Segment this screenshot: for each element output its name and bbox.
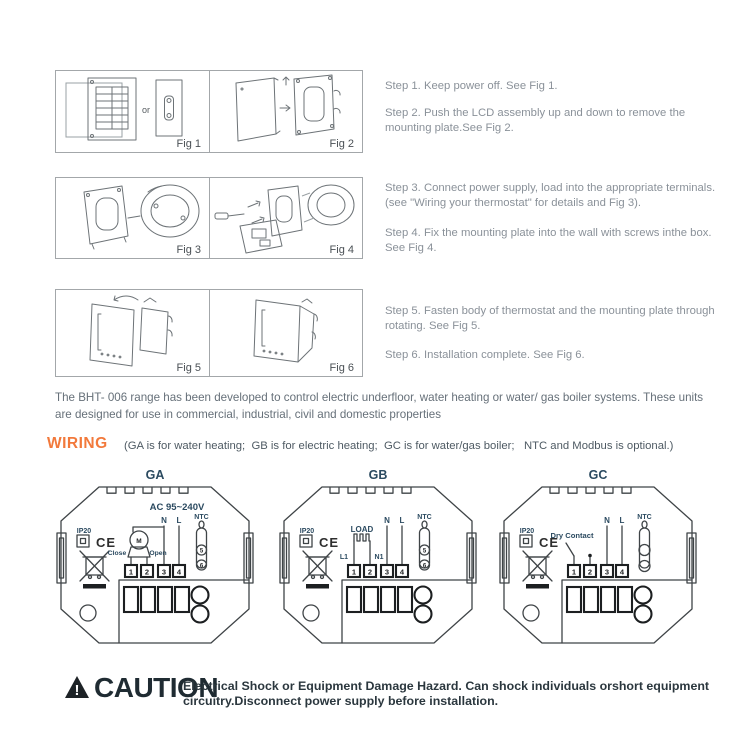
top-notches — [330, 488, 411, 494]
gc-schematic — [498, 483, 698, 649]
fig1-label: Fig 1 — [176, 138, 201, 150]
step-1-text: Step 1. Keep power off. See Fig 1. — [385, 80, 558, 92]
ip20-label: IP20 — [519, 528, 535, 535]
figure-row-3 — [55, 289, 363, 377]
motor-icon — [128, 527, 167, 565]
wiring-diagram-gb — [278, 468, 478, 654]
ntc-probe-icon — [417, 514, 431, 570]
power-rating-label: AC 95~240V — [149, 502, 205, 513]
or-label: or — [141, 105, 151, 115]
svg-text:2: 2 — [367, 567, 373, 577]
svg-text:M: M — [136, 538, 142, 545]
gb-schematic — [278, 483, 478, 649]
close-label: Close — [107, 550, 127, 557]
fig3-label: Fig 3 — [176, 244, 201, 256]
terminal-block — [125, 565, 185, 577]
wiring-section-note: (GA is for water heating; GB is for electric heating; GC is for water/gas boiler; NTC and Modbus is optional.) — [124, 440, 674, 452]
svg-text:5: 5 — [199, 548, 204, 555]
figure-cell-4 — [209, 178, 362, 258]
diagram-title-gc: GC — [588, 468, 608, 482]
svg-text:4: 4 — [619, 567, 625, 577]
svg-text:2: 2 — [144, 567, 150, 577]
svg-text:3: 3 — [161, 567, 167, 577]
screw-icon — [248, 201, 260, 207]
load-element-icon — [354, 534, 370, 565]
wiring-diagram-gc — [498, 468, 698, 654]
fig4-label: Fig 4 — [329, 244, 354, 256]
wire-entry-block — [124, 587, 209, 623]
figure-row-1 — [55, 70, 363, 153]
step-5-text: Step 5. Fasten body of thermostat and the mounting plate through rotating. See Fig 5. — [385, 305, 715, 333]
figure-cell-3 — [56, 178, 209, 258]
l-label: L — [176, 516, 182, 525]
push-arrow-icon — [283, 77, 289, 85]
ip20-label: IP20 — [299, 528, 315, 535]
top-notches — [550, 488, 631, 494]
screw-hole — [303, 605, 319, 621]
warning-triangle-icon — [64, 674, 90, 700]
fig6-label: Fig 6 — [329, 362, 354, 374]
load-label: LOAD — [350, 525, 374, 534]
wire-entry-block — [347, 587, 432, 623]
caution-label: CAUTION — [94, 672, 219, 703]
figure-cell-1 — [56, 71, 209, 152]
ntc-label: NTC — [637, 514, 652, 521]
svg-text:4: 4 — [399, 567, 405, 577]
svg-text:2: 2 — [587, 567, 593, 577]
weee-icon — [303, 551, 332, 589]
ip20-label: IP20 — [76, 528, 92, 535]
intro-paragraph: The BHT- 006 range has been developed to control electric underfloor, water heating or water/ gas boiler systems. These units are designed for use in commercial, industrial, civil and domestic properties — [55, 391, 704, 422]
step-4-text: Step 4. Fix the mounting plate into the wall with screws inthe box. See Fig 4. — [385, 227, 712, 255]
fig2-label: Fig 2 — [329, 138, 354, 150]
ga-schematic — [55, 483, 255, 649]
l-label: L — [399, 516, 405, 525]
svg-text:6: 6 — [422, 563, 427, 570]
ip20-icon — [300, 535, 312, 547]
svg-text:1: 1 — [351, 567, 357, 577]
svg-text:3: 3 — [384, 567, 390, 577]
svg-text:3: 3 — [604, 567, 610, 577]
svg-text:5: 5 — [422, 548, 427, 555]
rotate-arrow-icon — [114, 296, 138, 301]
wire-entry-block — [567, 587, 652, 623]
n1-label: N1 — [374, 554, 384, 561]
open-label: Open — [149, 550, 167, 557]
step-3-text: Step 3. Connect power supply, load into the appropriate terminals. (see "Wiring your thermostat" for details and Fig 3). — [385, 182, 716, 210]
wiring-diagram-ga — [55, 468, 255, 654]
ce-mark: CE — [538, 535, 560, 550]
step-6-text: Step 6. Installation complete. See Fig 6. — [385, 349, 585, 361]
wiring-section-title: WIRING — [47, 435, 108, 452]
svg-text:4: 4 — [176, 567, 182, 577]
top-notches — [107, 488, 188, 494]
figure-cell-2 — [209, 71, 362, 152]
terminal-block — [568, 565, 628, 577]
l-label: L — [619, 516, 625, 525]
l1-label: L1 — [339, 554, 349, 561]
figure-cell-6 — [209, 290, 362, 376]
ntc-probe-icon — [637, 514, 651, 572]
svg-text:1: 1 — [571, 567, 577, 577]
figure-cell-5 — [56, 290, 209, 376]
weee-icon — [523, 551, 552, 589]
ntc-label: NTC — [417, 514, 432, 521]
n-label: N — [604, 516, 610, 525]
screw-hole — [80, 605, 96, 621]
n-label: N — [161, 516, 167, 525]
svg-text:!: ! — [74, 682, 80, 699]
weee-icon — [80, 551, 109, 589]
diagram-title-gb: GB — [368, 468, 388, 482]
step-2-text: Step 2. Push the LCD assembly up and down to remove the mounting plate.See Fig 2. — [385, 107, 686, 135]
caution-text: Electrical Shock or Equipment Damage Hazard. Can shock individuals orshort equipment circuitry.Disconnect power supply before installation. — [183, 679, 710, 708]
terminal-block — [348, 565, 408, 577]
screwdriver-icon — [215, 213, 228, 219]
ntc-label: NTC — [194, 514, 209, 521]
ip20-icon — [520, 535, 532, 547]
n-label: N — [384, 516, 390, 525]
screw-hole — [523, 605, 539, 621]
svg-text:6: 6 — [199, 563, 204, 570]
ntc-probe-icon — [194, 514, 208, 570]
ce-mark: CE — [95, 535, 117, 550]
figure-row-2 — [55, 177, 363, 259]
svg-text:1: 1 — [128, 567, 134, 577]
diagram-title-ga: GA — [145, 468, 165, 482]
ip20-icon — [77, 535, 89, 547]
ce-mark: CE — [318, 535, 340, 550]
dry-contact-switch-icon — [566, 543, 592, 565]
fig5-label: Fig 5 — [176, 362, 201, 374]
light-switch-icon — [156, 80, 182, 136]
dry-contact-label: Dry Contact — [550, 531, 594, 540]
